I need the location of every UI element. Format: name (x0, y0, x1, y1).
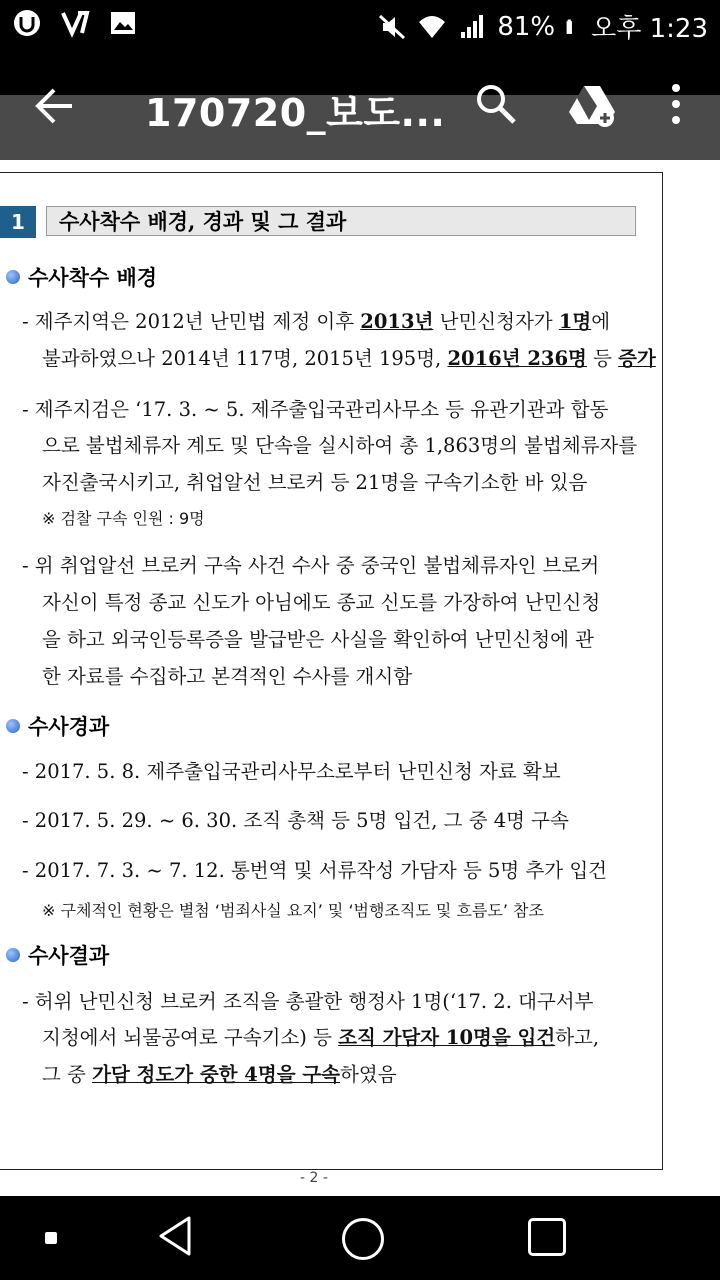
paragraph-line: 자진출국시키고, 취업알선 브로커 등 21명을 구속기소한 바 있음 (42, 471, 588, 494)
document-title: 170720_보도... (145, 91, 446, 135)
search-icon[interactable] (474, 82, 518, 126)
nav-back-icon[interactable] (155, 1214, 195, 1258)
battery-percent: 81% (497, 11, 556, 42)
paragraph-line: - 허위 난민신청 브로커 조직을 총괄한 행정사 1명(‘17. 2. 대구서부 (22, 990, 594, 1013)
v-notification-icon (60, 8, 90, 38)
page-number: - 2 - (300, 1170, 328, 1186)
app-toolbar (0, 50, 720, 160)
mute-icon (377, 12, 407, 42)
more-options-icon[interactable] (664, 80, 688, 128)
nav-recents-icon[interactable] (528, 1218, 566, 1256)
wifi-icon (417, 12, 447, 42)
note-line: ※ 구체적인 현황은 별첨 ‘범죄사실 요지’ 및 ‘범행조직도 및 흐름도’ 참조 (42, 901, 544, 920)
paragraph-line: 을 하고 외국인등록증을 발급받은 사실을 확인하여 난민신청에 관 (42, 628, 594, 651)
heading-investigation-result: 수사결과 (6, 940, 109, 970)
paragraph-line: 자신이 특정 종교 신도가 아님에도 종교 신도를 가장하여 난민신청 (42, 591, 601, 614)
app-notification-icon (12, 8, 42, 38)
paragraph-line: 불과하였으나 2014년 117명, 2015년 195명, 2016년 236명 등 증가 (42, 347, 656, 370)
clock: 오후 1:23 (591, 14, 708, 44)
section-number: 1 (0, 206, 36, 238)
paragraph-line: - 제주지검은 ‘17. 3. ~ 5. 제주출입국관리사무소 등 유관기관과 합동 (22, 398, 609, 421)
nav-indicator-icon (45, 1232, 57, 1244)
paragraph-line: - 위 취업알선 브로커 구속 사건 수사 중 중국인 불법체류자인 브로커 (22, 554, 600, 577)
paragraph-line: 그 중 가담 정도가 중한 4명을 구속하였음 (42, 1063, 397, 1086)
paragraph-line: - 2017. 7. 3. ~ 7. 12. 통번역 및 서류작성 가담자 등 5명 추가 입건 (22, 859, 607, 882)
bullet-icon (6, 719, 20, 733)
image-notification-icon (108, 8, 138, 38)
paragraph-line: 한 자료를 수집하고 본격적인 수사를 개시함 (42, 665, 413, 688)
section-title: 수사착수 배경, 경과 및 그 결과 (46, 206, 636, 236)
paragraph-line: - 2017. 5. 29. ~ 6. 30. 조직 총책 등 5명 입건, 그 중 4명 구속 (22, 809, 569, 832)
signal-icon (457, 12, 487, 42)
back-arrow-icon[interactable] (32, 84, 76, 128)
bullet-icon (6, 948, 20, 962)
heading-investigation-progress: 수사경과 (6, 711, 109, 741)
paragraph-line: - 2017. 5. 8. 제주출입국관리사무소로부터 난민신청 자료 확보 (22, 760, 561, 783)
bullet-icon (6, 270, 20, 284)
paragraph-line: 으로 불법체류자 계도 및 단속을 실시하여 총 1,863명의 불법체류자를 (42, 434, 638, 457)
heading-investigation-background: 수사착수 배경 (6, 262, 157, 292)
nav-home-icon[interactable] (342, 1218, 384, 1260)
paragraph-line: - 제주지역은 2012년 난민법 제정 이후 2013년 난민신청자가 1명에 (22, 310, 611, 333)
status-bar (0, 0, 720, 50)
paragraph-line: 지청에서 뇌물공여로 구속기소) 등 조직 가담자 10명을 입건하고, (42, 1026, 600, 1049)
add-to-drive-icon[interactable] (567, 82, 617, 128)
note-line: ※ 검찰 구속 인원 : 9명 (42, 509, 205, 528)
document-page[interactable] (0, 160, 720, 1196)
battery-icon (565, 12, 581, 42)
navigation-bar (0, 1196, 720, 1280)
